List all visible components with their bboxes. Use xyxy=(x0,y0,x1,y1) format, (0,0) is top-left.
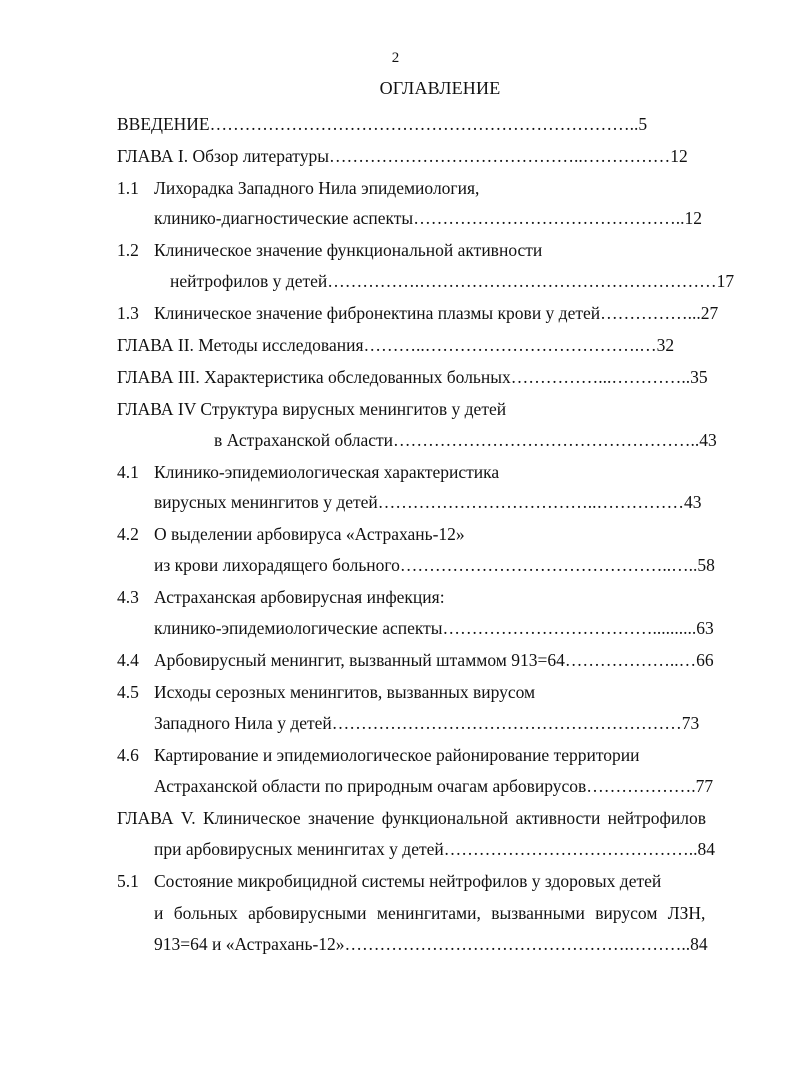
toc-entry-chapter-4-cont[interactable] xyxy=(214,429,764,451)
toc-entry-text: ГЛАВА V. Клиническое значение функциональной активности нейтрофилов xyxy=(117,808,706,828)
toc-page-number: 12 xyxy=(684,208,702,228)
toc-dots: …………………………………….. xyxy=(443,839,698,859)
toc-entry-text: Клинико-эпидемиологическая характеристика xyxy=(154,462,500,482)
toc-entry-text: в Астраханской области xyxy=(214,430,394,450)
toc-entry-text: Исходы серозных менингитов, вызванных вирусом xyxy=(154,682,536,702)
toc-dots: ……………………………………..…………… xyxy=(328,146,671,166)
toc-dots: ………..……………………………….… xyxy=(363,335,657,355)
toc-entry-4-2-cont[interactable] xyxy=(154,554,764,576)
toc-entry-chapter-5[interactable] xyxy=(117,807,764,829)
toc-entry-text: ГЛАВА III. Характеристика обследованных больных xyxy=(117,367,511,387)
toc-entry-4-3-cont[interactable] xyxy=(154,617,764,639)
toc-entry-chapter-5-cont[interactable] xyxy=(154,838,764,860)
toc-entry-text: Картирование и эпидемиологическое районирование территории xyxy=(154,745,640,765)
toc-entry-text: ВВЕДЕНИЕ xyxy=(117,114,210,134)
toc-page-number: 63 xyxy=(696,618,714,638)
toc-page-number: 43 xyxy=(684,492,702,512)
toc-entry-text: 913=64 и «Астрахань-12» xyxy=(154,934,345,954)
toc-dots: ……………………………………………………………….. xyxy=(209,114,639,134)
toc-page-number: 27 xyxy=(700,303,719,323)
toc-entry-5-1[interactable] xyxy=(117,870,764,892)
toc-section-number: 4.5 xyxy=(117,682,139,702)
toc-entry-4-5[interactable] xyxy=(117,681,764,703)
toc-entry-text: ГЛАВА IV Структура вирусных менингитов у детей xyxy=(117,399,507,419)
toc-entry-text: Астраханской области по природным очагам арбовирусов xyxy=(154,776,587,796)
toc-dots: ………………………………………..….. xyxy=(399,555,698,575)
toc-entry-text: нейтрофилов у детей xyxy=(170,271,328,291)
toc-entry-chapter-3[interactable] xyxy=(117,366,764,388)
toc-section-number: 4.4 xyxy=(117,650,139,670)
toc-entry-text: клинико-диагностические аспекты xyxy=(154,208,414,228)
toc-entry-text: из крови лихорадящего больного xyxy=(154,555,400,575)
toc-entry-4-3[interactable] xyxy=(117,586,764,608)
toc-section-number: 4.6 xyxy=(117,745,139,765)
toc-dots: ………………..… xyxy=(564,650,697,670)
toc-entry-1-3[interactable] xyxy=(117,302,764,324)
toc-page-number: 58 xyxy=(697,555,715,575)
toc-dots: …………………………………………………… xyxy=(331,713,682,733)
toc-page-number: 17 xyxy=(716,271,735,291)
toc-entry-text: ГЛАВА II. Методы исследования xyxy=(117,335,364,355)
toc-entry-4-1[interactable] xyxy=(117,461,764,483)
toc-entry-introduction[interactable] xyxy=(117,113,764,135)
toc-dots: ………………………………………….……….. xyxy=(344,934,691,954)
toc-entry-text: при арбовирусных менингитах у детей xyxy=(154,839,444,859)
toc-dots: ………………. xyxy=(586,776,696,796)
toc-dots: …………………………………………….. xyxy=(393,430,700,450)
toc-section-number: 4.2 xyxy=(117,524,139,544)
toc-dots: ……………... xyxy=(600,303,701,323)
toc-section-number: 4.1 xyxy=(117,462,139,482)
toc-entry-text: и больных арбовирусными менингитами, вызванными вирусом ЛЗН, xyxy=(154,903,706,923)
toc-entry-chapter-2[interactable] xyxy=(117,334,764,356)
toc-entry-text: О выделении арбовируса «Астрахань-12» xyxy=(154,524,465,544)
toc-entry-text: ГЛАВА I. Обзор литературы xyxy=(117,146,329,166)
toc-title: ОГЛАВЛЕНИЕ xyxy=(379,78,501,98)
toc-entry-1-2[interactable] xyxy=(117,239,764,261)
toc-dots: ……………………………………….. xyxy=(413,208,685,228)
toc-entry-4-2[interactable] xyxy=(117,523,764,545)
toc-dots: …………….…………………………………………… xyxy=(327,271,717,291)
toc-section-number: 5.1 xyxy=(117,871,139,891)
toc-section-number: 1.3 xyxy=(117,303,139,323)
toc-page-number: 35 xyxy=(690,367,708,387)
toc-entry-1-1[interactable] xyxy=(117,177,764,199)
toc-entry-5-1-cont-2[interactable] xyxy=(154,933,764,955)
toc-entry-text: клинико-эпидемиологические аспекты xyxy=(154,618,443,638)
toc-page-number: 84 xyxy=(697,839,715,859)
toc-page-number: 43 xyxy=(699,430,717,450)
toc-entry-text: Лихорадка Западного Нила эпидемиология, xyxy=(154,178,480,198)
toc-entry-text: вирусных менингитов у детей xyxy=(154,492,378,512)
toc-entry-1-1-cont[interactable] xyxy=(154,207,764,229)
toc-entry-text: Состояние микробицидной системы нейтрофилов у здоровых детей xyxy=(154,871,662,891)
toc-dots: ……………...………….. xyxy=(510,367,691,387)
toc-entry-chapter-4[interactable] xyxy=(117,398,764,420)
toc-page-number: 73 xyxy=(681,713,700,733)
toc-entry-4-4[interactable] xyxy=(117,649,764,671)
toc-entry-text: Западного Нила у детей xyxy=(154,713,332,733)
toc-entry-5-1-cont[interactable] xyxy=(154,902,764,924)
toc-dots: ………………………………..…………… xyxy=(377,492,685,512)
toc-entry-chapter-1[interactable] xyxy=(117,145,764,167)
toc-entry-text: Клиническое значение функциональной активности xyxy=(154,240,543,260)
toc-section-number: 1.1 xyxy=(117,178,139,198)
toc-page-number: 32 xyxy=(656,335,675,355)
toc-page-number: 5 xyxy=(638,114,648,134)
toc-entry-4-6-cont[interactable] xyxy=(154,775,764,797)
toc-entry-text: Арбовирусный менингит, вызванный штаммом 913=64 xyxy=(154,650,565,670)
toc-entry-4-1-cont[interactable] xyxy=(154,491,764,513)
toc-section-number: 1.2 xyxy=(117,240,139,260)
toc-entry-text: Клиническое значение фибронектина плазмы крови у детей xyxy=(154,303,601,323)
toc-page-number: 84 xyxy=(690,934,708,954)
toc-page-number: 66 xyxy=(696,650,714,670)
toc-entry-1-2-cont[interactable] xyxy=(170,270,764,292)
toc-page-number: 77 xyxy=(695,776,714,796)
toc-entry-4-5-cont[interactable] xyxy=(154,712,764,734)
toc-entry-text: Астраханская арбовирусная инфекция: xyxy=(154,587,445,607)
toc-section-number: 4.3 xyxy=(117,587,139,607)
toc-entry-4-6[interactable] xyxy=(117,744,764,766)
toc-dots: ……………………………….......... xyxy=(442,618,697,638)
toc-page-number: 12 xyxy=(670,146,688,166)
page-number: 2 xyxy=(391,50,400,66)
